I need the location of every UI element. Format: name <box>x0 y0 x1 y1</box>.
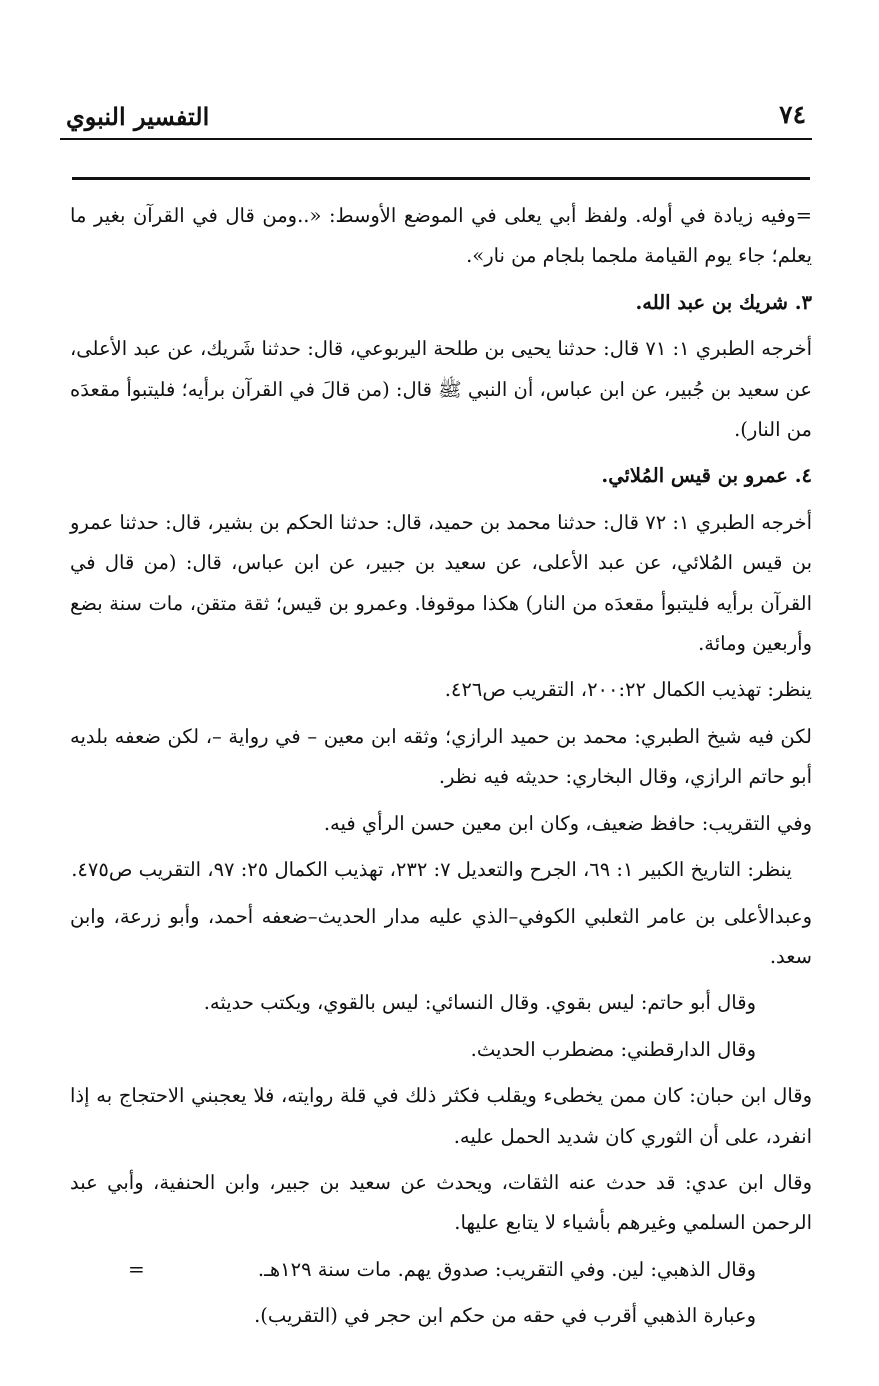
narrator-heading-4: ٤. عمرو بن قيس المُلائي. <box>601 464 812 488</box>
page-header <box>60 100 812 136</box>
paragraph-abd-al-ala: وعبدالأعلى بن عامر الثعلبي الكوفي–الذي عليه مدار الحديث–ضعفه أحمد، وأبو زرعة، وابن سعد. <box>70 904 812 968</box>
footnote-body <box>70 196 812 1343</box>
header-rule <box>60 138 812 140</box>
reference-line: ينظر: التاريخ الكبير ١: ٦٩، الجرح والتعديل ٧: ٢٣٢، تهذيب الكمال ٢٥: ٩٧، التقريب ص٤٧٥. <box>71 858 792 882</box>
paragraph-daraqutni: وقال الدارقطني: مضطرب الحديث. <box>470 1037 756 1061</box>
page-number: ٧٤ <box>779 100 806 129</box>
paragraph-tabari-71: أخرجه الطبري ١: ٧١ قال: حدثنا يحيى بن طلحة اليربوعي، قال: حدثنا شَريك، عن عبد الأعلى، عن سعيد بن جُبير، عن ابن عباس، أن النبي ﷺ قال: (من قالَ في القرآن برأيه؛ فليتبوأ مقعدَه من النار). <box>70 337 812 442</box>
paragraph-muhammad-bin-humaid: لكن فيه شيخ الطبري: محمد بن حميد الرازي؛ وثقه ابن معين – في رواية –، لكن ضعفه بلديه أبو حاتم الرازي، وقال البخاري: حديثه فيه نظر. <box>70 724 812 789</box>
paragraph-dhahabi: وقال الذهبي: لين. وفي التقريب: صدوق يهم. مات سنة ١٢٩هـ. <box>257 1257 756 1281</box>
footnote-continuation: =وفيه زيادة في أوله. ولفظ أبي يعلى في الموضع الأوسط: «..ومن قال في القرآن بغير ما يعلم؛ جاء يوم القيامة ملجما بلجام من نار». <box>70 204 812 268</box>
paragraph-abu-hatim: وقال أبو حاتم: ليس بقوي. وقال النسائي: ليس بالقوي، ويكتب حديثه. <box>203 991 756 1015</box>
footnote-rule <box>72 177 810 180</box>
paragraph-ibn-hibban: وقال ابن حبان: كان ممن يخطىء ويقلب فكثر ذلك في قلة روايته، فلا يعجبني الاحتجاج به إذا انفرد، على أن الثوري كان شديد الحمل عليه. <box>70 1084 812 1148</box>
running-title: التفسير النبوي <box>66 102 210 131</box>
paragraph-taqrib: وفي التقريب: حافظ ضعيف، وكان ابن معين حسن الرأي فيه. <box>323 811 812 835</box>
continuation-mark: = <box>128 1257 145 1281</box>
paragraph-tabari-72: أخرجه الطبري ١: ٧٢ قال: حدثنا محمد بن حميد، قال: حدثنا الحكم بن بشير، قال: حدثنا عمرو بن قيس المُلائي، عن عبد الأعلى، عن سعيد بن جبير، عن ابن عباس، قال: (من قال في القرآن برأيه فليتبوأ مقعدَه من النار) هكذا موقوفا. وعمرو بن قيس؛ ثقة متقن، مات سنة بضع وأربعين ومائة. <box>70 510 812 656</box>
narrator-heading-3: ٣. شريك بن عبد الله. <box>635 290 812 314</box>
paragraph-ibn-adi: وقال ابن عدي: قد حدث عنه الثقات، ويحدث عن سعيد بن جبير، وابن الحنفية، وأبي عبد الرحمن السلمي وغيرهم بأشياء لا يتابع عليها. <box>70 1170 812 1235</box>
paragraph-conclusion: وعبارة الذهبي أقرب في حقه من حكم ابن حجر في (التقريب). <box>254 1304 756 1328</box>
reference-line: ينظر: تهذيب الكمال ٢٠٠:٢٢، التقريب ص٤٢٦. <box>444 678 812 702</box>
